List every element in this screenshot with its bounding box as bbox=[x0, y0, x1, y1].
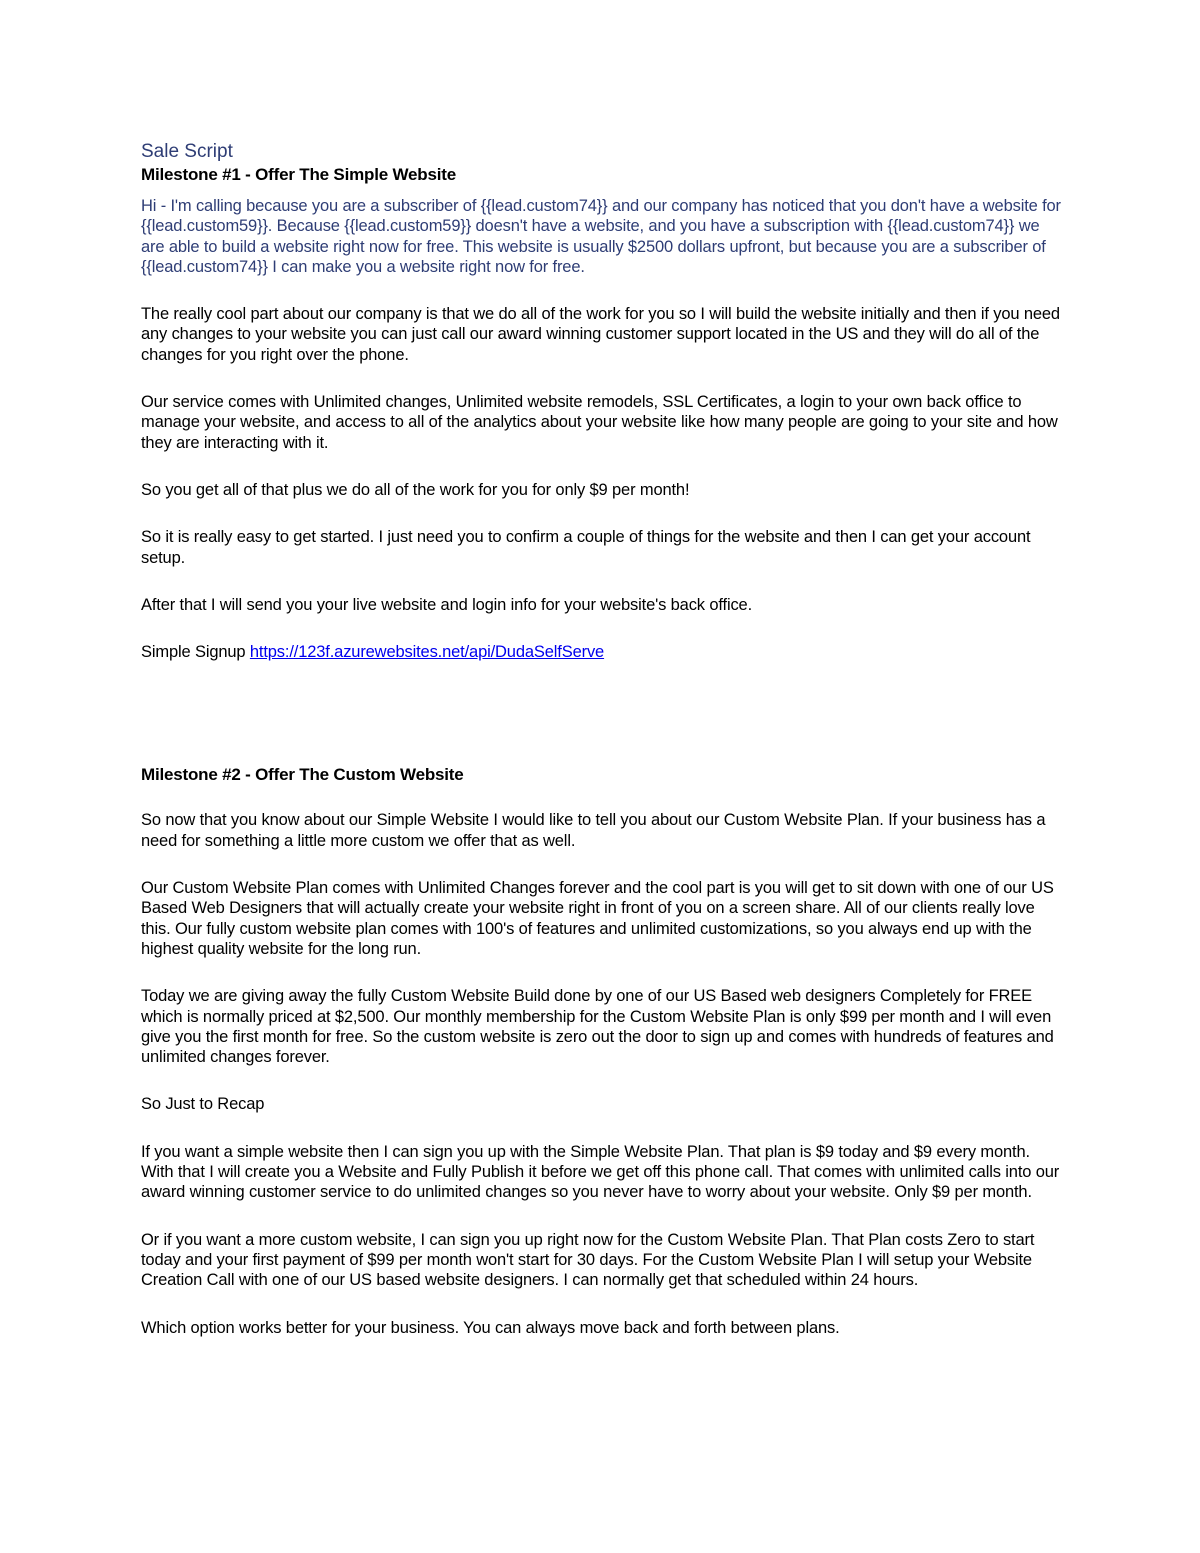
milestone-2-intro-paragraph: So now that you know about our Simple Website I would like to tell you about our Custom Website Plan. If your business has a need for something a little more custom we offer that as well. bbox=[141, 811, 1046, 850]
recap-custom-plan-paragraph: Or if you want a more custom website, I can sign you up right now for the Custom Website Plan. That Plan costs Zero to start today and your first payment of $99 per month won't start for 30 days. For the Custom Website Plan I will setup your Website Creation Call with one of our US based website designers. I can normally get that scheduled within 24 hours. bbox=[141, 1230, 1035, 1290]
milestone-1-getting-started-paragraph: So it is really easy to get started. I just need you to confirm a couple of things for the website and then I can get your account setup. bbox=[141, 528, 1031, 567]
milestone-1-followup-paragraph: After that I will send you your live website and login info for your website's back office. bbox=[141, 595, 753, 614]
signup-line bbox=[141, 642, 1063, 662]
milestone-1-work-paragraph: The really cool part about our company is that we do all of the work for you so I will build the website initially and then if you need any changes to your website you can just call our award winning customer support located in the US and they will do all of the changes for you right over the phone. bbox=[141, 305, 1060, 364]
milestone-2-heading: Milestone #2 - Offer The Custom Website bbox=[141, 765, 464, 785]
milestone-1-intro-paragraph: Hi - I'm calling because you are a subscriber of {{lead.custom74}} and our company has noticed that you don't have a website for {{lead.custom59}}. Because {{lead.custom59}} doesn't have a website, and you have a subscription with {{lead.custom74}} we are able to build a website right now for free. This website is usually $2500 dollars upfront, but because you are a subscriber of {{lead.custom74}} I can make you a website right now for free. bbox=[141, 197, 1061, 276]
recap-simple-plan-paragraph: If you want a simple website then I can sign you up with the Simple Website Plan. That plan is $9 today and $9 every month. With that I will create you a Website and Fully Publish it before we get off this phone call. That comes with unlimited calls into our award winning customer service to do unlimited changes so you never have to worry about your website. Only $9 per month. bbox=[141, 1142, 1060, 1202]
document-page bbox=[141, 140, 1063, 1338]
milestone-1-heading: Milestone #1 - Offer The Simple Website bbox=[141, 165, 456, 184]
signup-link[interactable]: https://123f.azurewebsites.net/api/DudaSelfServe bbox=[249, 643, 605, 662]
milestone-1-price-paragraph: So you get all of that plus we do all of the work for you for only $9 per month! bbox=[141, 480, 690, 499]
closing-question-paragraph: Which option works better for your business. You can always move back and forth between plans. bbox=[141, 1318, 840, 1337]
document-title: Sale Script bbox=[141, 141, 233, 162]
recap-heading: So Just to Recap bbox=[141, 1095, 265, 1114]
milestone-1-features-paragraph: Our service comes with Unlimited changes, Unlimited website remodels, SSL Certificates, a login to your own back office to manage your website, and access to all of the analytics about your website like how many people are going to your site and how they are interacting with it. bbox=[141, 393, 1058, 452]
signup-label: Simple Signup bbox=[141, 643, 250, 662]
milestone-2-offer-paragraph: Today we are giving away the fully Custom Website Build done by one of our US Based web designers Completely for FREE which is normally priced at $2,500. Our monthly membership for the Custom Website Plan is only $99 per month and I will even give you the first month for free. So the custom website is zero out the door to sign up and comes with hundreds of features and unlimited changes forever. bbox=[141, 987, 1054, 1067]
milestone-2-plan-paragraph: Our Custom Website Plan comes with Unlimited Changes forever and the cool part is you will get to sit down with one of our US Based Web Designers that will actually create your website right in front of you on a screen share. All of our clients really love this. Our fully custom website plan comes with 100's of features and unlimited customizations, so you always end up with the highest quality website for the long run. bbox=[141, 879, 1054, 958]
